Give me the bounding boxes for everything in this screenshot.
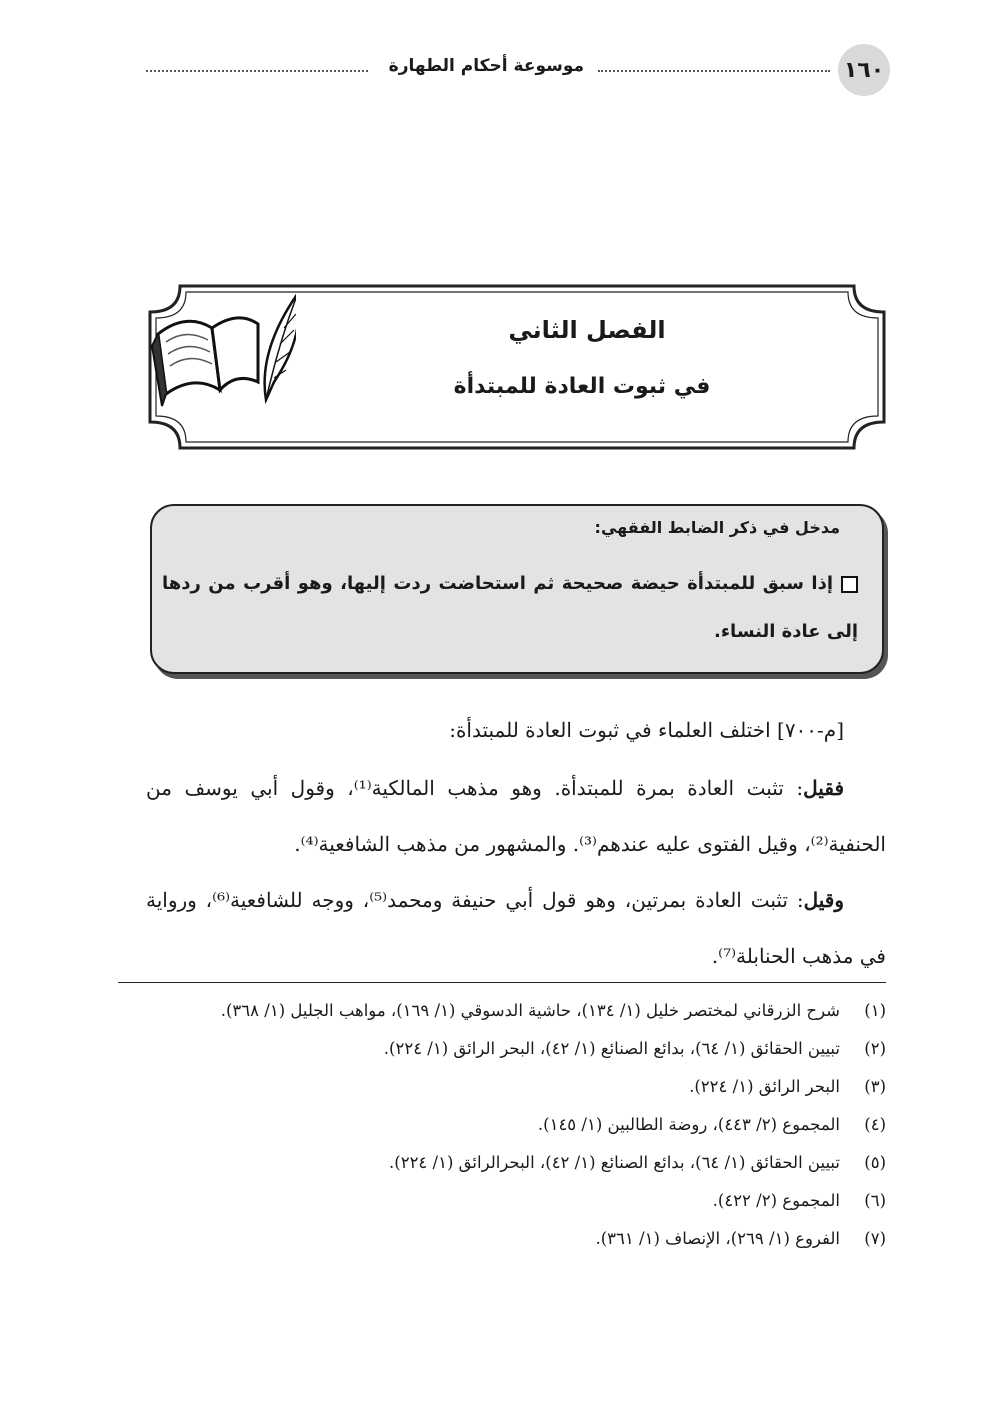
opinion-1-text: : تثبت العادة بمرة للمبتدأة. وهو مذهب المالكية⁽¹⁾، وقول أبي يوسف من الحنفية⁽²⁾، وقيل الفتوى عليه عندهم⁽³⁾. والمشهور من مذهب الشافعية⁽⁴⁾. <box>146 776 886 856</box>
footnote-item <box>146 1036 886 1062</box>
rule-box-text: إذا سبق للمبتدأة حيضة صحيحة ثم استحاضت ردت إليها، وهو أقرب من ردها إلى عادة النساء. <box>162 573 858 642</box>
fiqh-rule-box <box>150 504 884 674</box>
book-title: موسوعة أحكام الطهارة <box>388 56 584 76</box>
chapter-title-frame <box>146 282 888 452</box>
footnote-text: المجموع (٢/ ٤٢٢). <box>712 1191 840 1210</box>
footnote-item <box>146 1074 886 1100</box>
footnote-separator <box>118 982 886 983</box>
page-header <box>146 44 890 96</box>
opinion-paragraph-2 <box>146 872 886 984</box>
rule-box-text-block <box>162 560 858 656</box>
footnote-item <box>146 1226 886 1252</box>
opinion-2-text: : تثبت العادة بمرتين، وهو قول أبي حنيفة ومحمد⁽⁵⁾، ووجه للشافعية⁽⁶⁾، ورواية في مذهب الحنابلة⁽⁷⁾. <box>146 888 886 968</box>
intro-paragraph: [م-٧٠٠] اختلف العلماء في ثبوت العادة للمبتدأة: <box>449 718 844 742</box>
footnote-text: شرح الزرقاني لمختصر خليل (١/ ١٣٤)، حاشية الدسوقي (١/ ١٦٩)، مواهب الجليل (١/ ٣٦٨). <box>220 1001 840 1020</box>
footnote-text: المجموع (٢/ ٤٤٣)، روضة الطالبين (١/ ١٤٥). <box>537 1115 840 1134</box>
footnote-item <box>146 998 886 1024</box>
opinion-2-lead: وقيل <box>803 888 844 912</box>
footnote-number: (٢) <box>864 1039 886 1058</box>
opinion-1-lead: فقيل <box>803 776 844 800</box>
footnote-number: (٧) <box>864 1229 886 1248</box>
footnote-number: (٦) <box>864 1191 886 1210</box>
footnote-text: تبيين الحقائق (١/ ٦٤)، بدائع الصنائع (١/ ٤٢)، البحر الرائق (١/ ٢٢٤). <box>383 1039 840 1058</box>
rule-box-heading: مدخل في ذكر الضابط الفقهي: <box>594 518 840 537</box>
footnote-item <box>146 1112 886 1138</box>
header-dotted-rule-left <box>146 70 368 72</box>
page-number: ١٦٠ <box>838 44 890 96</box>
footnotes-list <box>146 998 886 1264</box>
footnote-number: (١) <box>864 1001 886 1020</box>
opinion-paragraph-1 <box>146 760 886 872</box>
chapter-title: الفصل الثاني <box>508 316 666 344</box>
footnote-text: تبيين الحقائق (١/ ٦٤)، بدائع الصنائع (١/ ٤٢)، البحرالرائق (١/ ٢٢٤). <box>389 1153 840 1172</box>
footnote-number: (٤) <box>864 1115 886 1134</box>
footnote-item <box>146 1150 886 1176</box>
header-dotted-rule-right <box>598 70 830 72</box>
square-bullet-icon <box>841 576 858 593</box>
footnote-number: (٣) <box>864 1077 886 1096</box>
footnote-text: البحر الرائق (١/ ٢٢٤). <box>689 1077 840 1096</box>
footnote-text: الفروع (١/ ٢٦٩)، الإنصاف (١/ ٣٦١). <box>595 1229 840 1248</box>
footnote-item <box>146 1188 886 1214</box>
chapter-subtitle: في ثبوت العادة للمبتدأة <box>453 374 711 399</box>
footnote-number: (٥) <box>864 1153 886 1172</box>
